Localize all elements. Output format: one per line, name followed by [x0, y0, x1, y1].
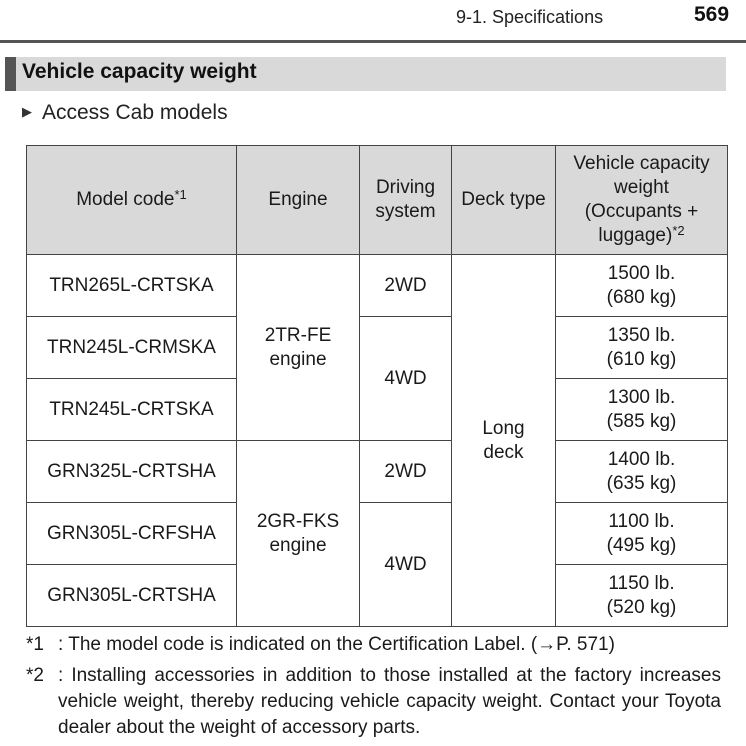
footnote-ref: *1 [174, 187, 187, 202]
header-model-code: Model code$^{*1}$ [27, 146, 237, 255]
footnote-ref: *2 [672, 223, 685, 238]
model-code-cell: TRN245L-CRMSKA [27, 317, 237, 379]
footnotes [26, 632, 721, 746]
footnote-text: : The model code is indicated on the Certification Label. (→P. 571) [58, 634, 615, 655]
section-title-bar [5, 57, 726, 91]
deck-type-cell: Long deck [452, 255, 556, 627]
capacity-cell: 1300 lb. (585 kg) [556, 379, 728, 441]
triangle-bullet-icon: ▶ [22, 104, 32, 119]
capacity-cell: 1150 lb. (520 kg) [556, 565, 728, 627]
driving-system-cell: 2WD [360, 255, 452, 317]
footnote-text: : Installing accessories in addition to those installed at the factory increases vehicle weight, thereby reducing vehicle capacity weight. Contact your Toyota dealer about the weight of accessory parts. [58, 665, 721, 738]
subheading [22, 101, 228, 125]
model-code-cell: TRN265L-CRTSKA [27, 255, 237, 317]
table-row [27, 503, 728, 565]
capacity-cell: 1500 lb. (680 kg) [556, 255, 728, 317]
driving-system-cell: 4WD [360, 317, 452, 441]
footnote-1 [26, 632, 721, 658]
section-label: 9-1. Specifications [456, 7, 604, 27]
driving-system-cell: 2WD [360, 441, 452, 503]
footnote-mark: *1 [26, 634, 44, 655]
footnote-mark: *2 [26, 665, 44, 686]
model-code-cell: GRN305L-CRFSHA [27, 503, 237, 565]
table-row [27, 255, 728, 317]
engine-cell: 2TR-FE engine [237, 255, 360, 441]
section-title: Vehicle capacity weight [22, 60, 257, 83]
model-code-cell: GRN305L-CRTSHA [27, 565, 237, 627]
header-capacity-weight: Vehicle capacity weight (Occupants + luggage)$^{*2}$ [556, 146, 728, 255]
table-row [27, 441, 728, 503]
header-engine: Engine [237, 146, 360, 255]
engine-cell: 2GR-FKS engine [237, 441, 360, 627]
table-header-row [27, 146, 728, 255]
subheading-text: Access Cab models [42, 101, 228, 124]
header-driving-system: Driving system [360, 146, 452, 255]
footnote-2 [26, 663, 721, 741]
page-number: 569 [694, 3, 730, 26]
header-deck-type: Deck type [452, 146, 556, 255]
model-code-cell: TRN245L-CRTSKA [27, 379, 237, 441]
driving-system-cell: 4WD [360, 503, 452, 627]
page-header [0, 0, 746, 43]
capacity-table [26, 145, 728, 627]
capacity-cell: 1100 lb. (495 kg) [556, 503, 728, 565]
table-row [27, 317, 728, 379]
capacity-cell: 1400 lb. (635 kg) [556, 441, 728, 503]
capacity-cell: 1350 lb. (610 kg) [556, 317, 728, 379]
model-code-cell: GRN325L-CRTSHA [27, 441, 237, 503]
